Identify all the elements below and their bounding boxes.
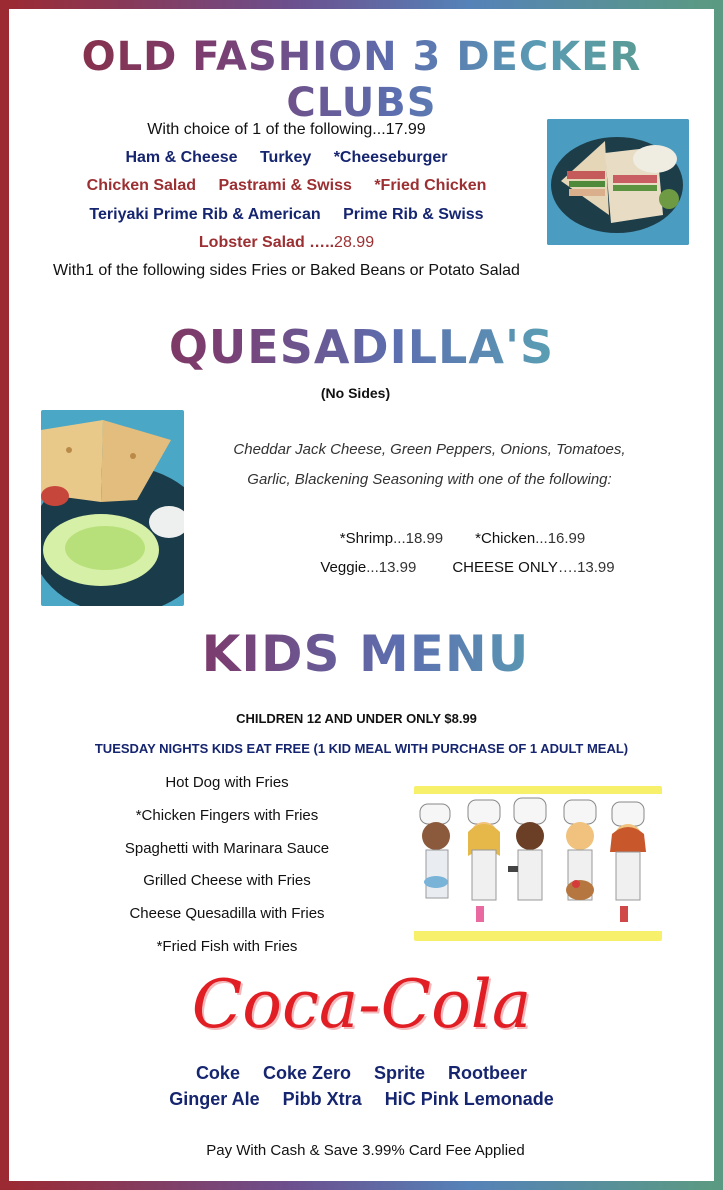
drink-item: HiC Pink Lemonade [384, 1089, 554, 1109]
drink-item: Ginger Ale [169, 1089, 260, 1109]
kids-item: *Chicken Fingers with Fries [135, 807, 319, 824]
kids-title: KIDS MENU [4, 625, 723, 683]
club-item: Chicken Salad [86, 177, 197, 194]
option-price: ….13.99 [557, 559, 615, 576]
club-item: Teriyaki Prime Rib & American [89, 206, 321, 223]
lobster-price: 28.99 [334, 234, 375, 251]
club-item: Ham & Cheese [125, 149, 238, 166]
quesadillas-note: (No Sides) [320, 385, 391, 401]
kids-age-note: CHILDREN 12 AND UNDER ONLY $8.99 [236, 711, 477, 726]
lobster-label: Lobster Salad ….. [198, 234, 335, 251]
quesadillas-options-2 [106, 558, 723, 578]
footer-note: Pay With Cash & Save 3.99% Card Fee Applied [206, 1142, 525, 1159]
clubs-title: OLD FASHION 3 DECKER CLUBS [0, 34, 723, 126]
club-sandwich-photo [547, 119, 689, 245]
drinks-row-1 [0, 1063, 723, 1084]
clubs-sides: With1 of the following sides Fries or Baked Beans or Potato Salad [53, 262, 520, 279]
option-name: CHEESE ONLY [452, 559, 558, 576]
kids-item: Hot Dog with Fries [165, 774, 289, 791]
club-item: *Cheeseburger [333, 149, 448, 166]
quesadillas-desc-2: Garlic, Blackening Seasoning with one of the following: [247, 471, 612, 488]
option-name: *Chicken [475, 530, 536, 547]
quesadillas-title: QUESADILLA'S [0, 320, 723, 374]
option-price: ...18.99 [393, 530, 444, 547]
quesadillas-desc-1: Cheddar Jack Cheese, Green Peppers, Onions, Tomatoes, [233, 441, 626, 458]
drinks-row-2 [0, 1089, 723, 1110]
quesadillas-options-1 [101, 529, 723, 549]
kids-item: Spaghetti with Marinara Sauce [124, 840, 330, 857]
drink-item: Coke Zero [262, 1063, 351, 1083]
coca-cola-logo: Coca-Cola [191, 966, 532, 1043]
kids-item: Cheese Quesadilla with Fries [129, 905, 325, 922]
option-price: ...13.99 [366, 559, 417, 576]
club-item: Turkey [259, 149, 312, 166]
kids-item: *Fried Fish with Fries [156, 938, 298, 955]
kids-promo: TUESDAY NIGHTS KIDS EAT FREE (1 KID MEAL WITH PURCHASE OF 1 ADULT MEAL) [94, 741, 629, 756]
drink-item: Sprite [374, 1063, 426, 1083]
option-price: ...16.99 [535, 530, 586, 547]
clubs-intro: With choice of 1 of the following...17.99 [147, 121, 426, 138]
drink-item: Pibb Xtra [282, 1089, 362, 1109]
club-item: Prime Rib & Swiss [343, 206, 484, 223]
club-item: Pastrami & Swiss [218, 177, 352, 194]
drink-item: Rootbeer [448, 1063, 528, 1083]
kids-item: Grilled Cheese with Fries [143, 872, 311, 889]
option-name: Veggie [320, 559, 367, 576]
kid-chefs-illustration [414, 786, 662, 941]
drink-item: Coke [195, 1063, 240, 1083]
club-item: *Fried Chicken [374, 177, 487, 194]
option-name: *Shrimp [339, 530, 394, 547]
